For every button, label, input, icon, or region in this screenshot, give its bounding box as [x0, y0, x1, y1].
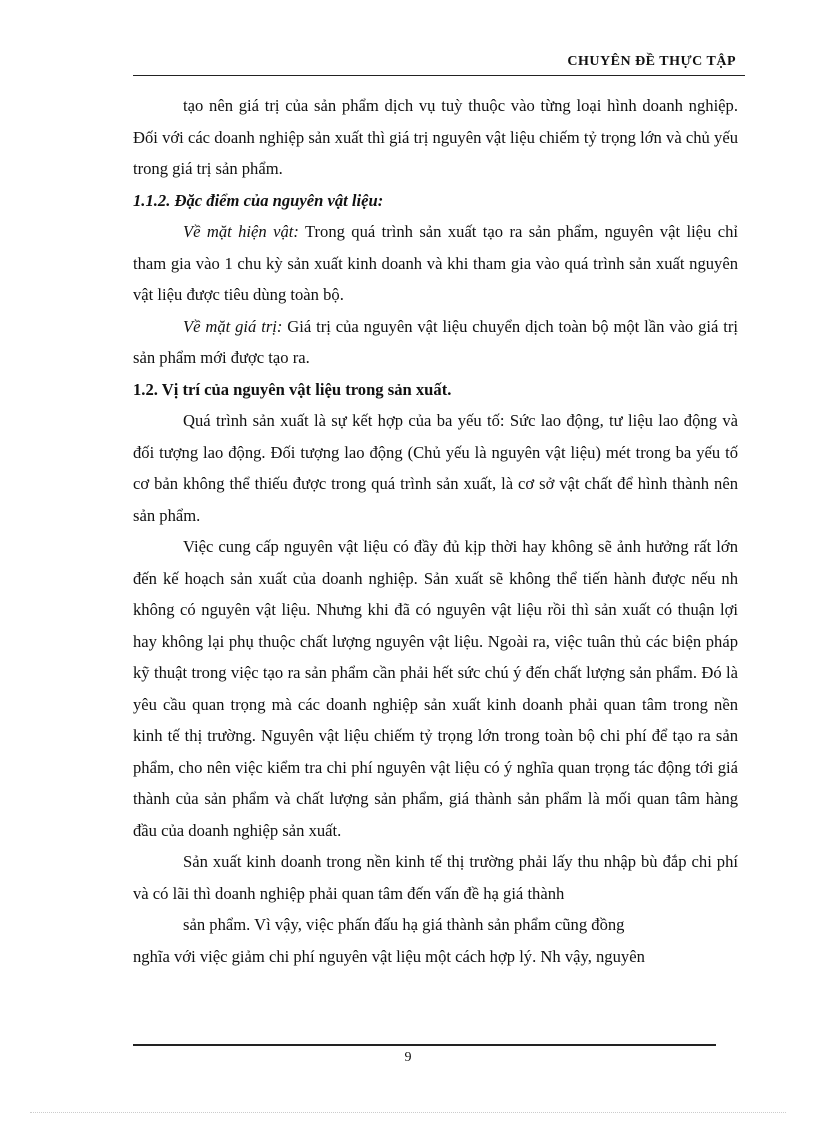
header-rule — [133, 75, 745, 76]
paragraph-san-xuat-end: nghĩa với việc giảm chi phí nguyên vật liệu một cách hợp lý. Nh vậy, nguyên — [133, 946, 645, 966]
paragraph-qua-trinh: Quá trình sản xuất là sự kết hợp của ba yếu tố: Sức lao động, tư liệu lao động và đối tượng lao động. Đối tượng lao động (Chủ yếu là nguyên vật liệu) mét trong ba yếu tố cơ bản không thể thiếu được trong quá trình sản xuất, là cơ sở vật chất để hình thành nên sản phẩm. — [133, 411, 738, 525]
section-heading-1-2: 1.2. Vị trí của nguyên vật liệu trong sản xuất. — [133, 379, 452, 399]
paragraph-lead: Về mặt giá trị: — [183, 316, 283, 336]
paragraph-cung-cap: Việc cung cấp nguyên vật liệu có đầy đủ kịp thời hay không sẽ ảnh hưởng rất lớn đến kế hoạch sản xuất của doanh nghiệp. Sản xuất sẽ không thể tiến hành được nếu nh không có nguyên vật liệu. Nhưng khi đã có nguyên vật liệu rồi thì sản xuất có thuận lợi hay không lại phụ thuộc chất lượng nguyên vật liệu. Ngoài ra, việc tuân thủ các biện pháp kỹ thuật trong việc tạo ra sản phẩm cần phải hết sức chú ý đến chất lượng sản phẩm. Đó là yêu cầu quan trọng mà các doanh nghiệp sản xuất kinh doanh phải quan tâm trong nền kinh tế thị trường. Nguyên vật liệu chiếm tỷ trọng lớn trong toàn bộ chi phí để tạo ra sản phẩm, cho nên việc kiểm tra chi phí nguyên vật liệu có ý nghĩa quan trọng tác động tới giá thành của sản phẩm và chất lượng sản phẩm, giá thành sản phẩm là mối quan tâm hàng đầu của doanh nghiệp sản xuất. — [133, 537, 738, 840]
body-text — [133, 90, 738, 972]
paragraph-continued: tạo nên giá trị của sản phẩm dịch vụ tuỳ thuộc vào từng loại hình doanh nghiệp. Đối với các doanh nghiệp sản xuất thì giá trị nguyên vật liệu chiếm tỷ trọng lớn và chủ yếu trong giá trị sản phẩm. — [133, 96, 738, 178]
paragraph-text: Trong quá trình sản xuất tạo ra sản phẩm, nguyên vật liệu chỉ tham gia vào 1 chu kỳ sản xuất kinh doanh và khi tham gia vào quá trình sản xuất nguyên vật liệu được tiêu dùng toàn bộ. — [133, 222, 738, 304]
paragraph-hien-vat — [133, 216, 738, 311]
page-number: 9 — [404, 1050, 412, 1065]
paragraph-san-xuat-line: sản phẩm. Vì vậy, việc phấn đấu hạ giá thành sản phẩm cũng đồng — [183, 915, 625, 934]
paragraph-text: Giá trị của nguyên vật liệu chuyển dịch toàn bộ một lần vào giá trị sản phẩm mới được tạo ra. — [133, 316, 738, 367]
section-heading-1-1-2: 1.1.2. Đặc điểm của nguyên vật liệu: — [133, 190, 384, 210]
page-edge — [30, 1112, 786, 1113]
paragraph-gia-tri — [133, 311, 738, 374]
running-header: CHUYÊN ĐỀ THỰC TẬP — [567, 54, 736, 69]
paragraph-san-xuat: Sản xuất kinh doanh trong nền kinh tế thị trường phải lấy thu nhập bù đắp chi phí và có lãi thì doanh nghiệp phải quan tâm đến vấn đề hạ giá thành — [133, 852, 738, 903]
paragraph-lead: Về mặt hiện vật: — [183, 222, 299, 241]
footer-rule — [133, 1044, 716, 1046]
